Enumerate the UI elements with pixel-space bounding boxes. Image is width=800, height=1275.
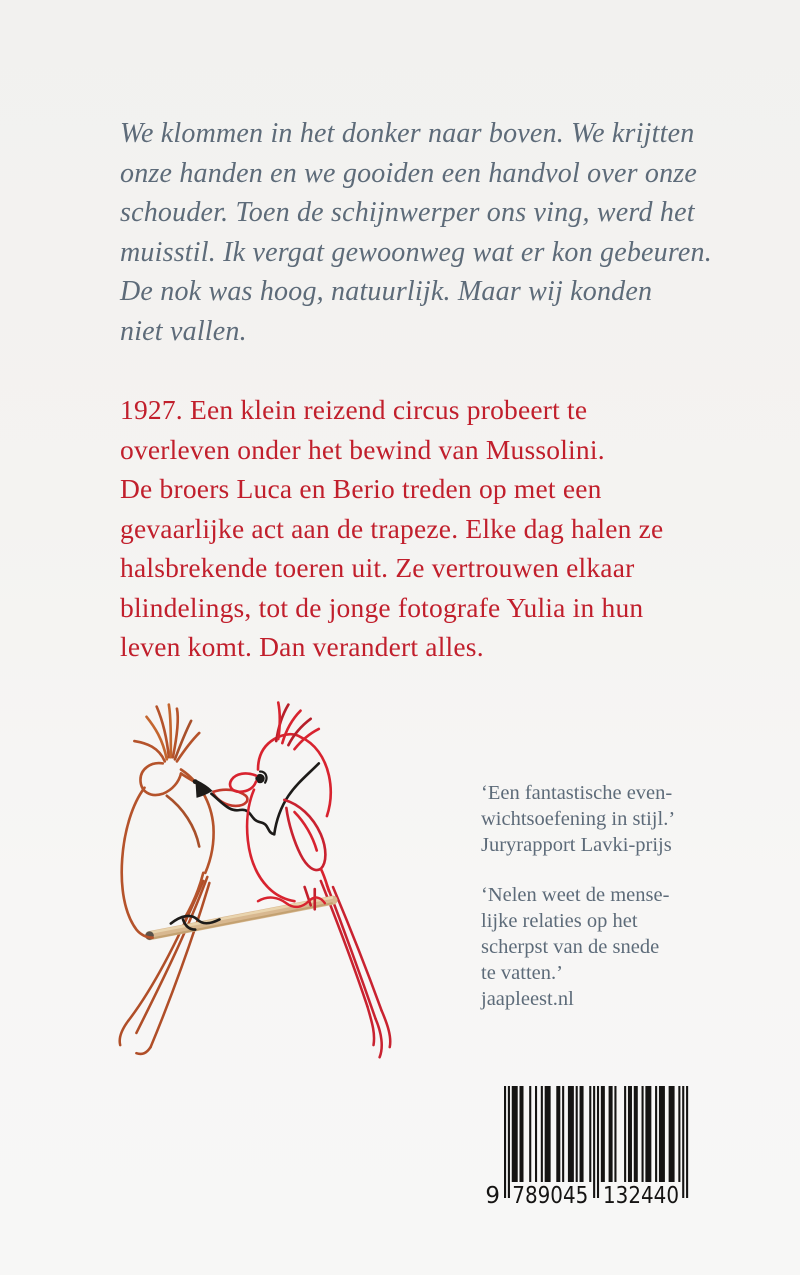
wire-birds-svg [106, 698, 410, 1074]
intro-line: We klommen in het donker naar boven. We krijtten [120, 118, 695, 149]
barcode-right-digits: 132440 [603, 1183, 679, 1209]
synopsis-line: blindelings, tot de jonge fotografe Yulia in hun [120, 591, 644, 623]
intro-line: niet vallen. [120, 315, 247, 347]
synopsis-line: gevaarlijke act aan de trapeze. Elke dag halen ze [120, 512, 664, 544]
review-line: te vatten.’ [481, 962, 563, 984]
review-line: ‘Nelen weet de mense- [481, 884, 670, 906]
barcode-first-digit: 9 [485, 1183, 500, 1209]
review-line: wichtsoefening in stijl.’ [481, 808, 676, 830]
review-quote-jaapleest [481, 882, 711, 1012]
review-line: lijke relaties op het [481, 910, 638, 932]
barcode [485, 1086, 688, 1210]
synopsis-line: leven komt. Dan verandert alles. [120, 631, 484, 662]
synopsis-line: overleven onder het bewind van Mussolini. [120, 433, 605, 465]
right-bird-tail [321, 881, 390, 1057]
barcode-left-digits: 789045 [512, 1183, 589, 1209]
synopsis-line: 1927. Een klein reizend circus probeert te [120, 394, 588, 425]
intro-line: muisstil. Ik vergat gewoonweg wat er kon gebeuren. [120, 236, 712, 268]
review-source: Juryrapport Lavki-prijs [481, 834, 672, 856]
intro-line: De nok was hoog, natuurlijk. Maar wij konden [120, 276, 653, 307]
synopsis-line: De broers Luca en Berio treden op met een [120, 473, 602, 504]
intro-line: schouder. Toen de schijnwerper ons ving, werd het [120, 197, 695, 228]
intro-line: onze handen en we gooiden een handvol over onze [120, 157, 698, 189]
review-line: ‘Een fantastische even- [481, 782, 673, 804]
right-bird [230, 703, 331, 910]
review-quote-jury [481, 780, 711, 858]
left-bird [122, 705, 248, 938]
review-source: jaapleest.nl [481, 988, 574, 1010]
left-bird-tail [120, 877, 210, 1054]
intro-quote [120, 114, 712, 351]
synopsis [120, 390, 663, 667]
synopsis-line: halsbrekende toeren uit. Ze vertrouwen elkaar [120, 552, 635, 583]
wire-birds-illustration [106, 698, 410, 1074]
ean13-barcode [485, 1086, 688, 1210]
review-line: scherpst van de snede [481, 936, 660, 958]
